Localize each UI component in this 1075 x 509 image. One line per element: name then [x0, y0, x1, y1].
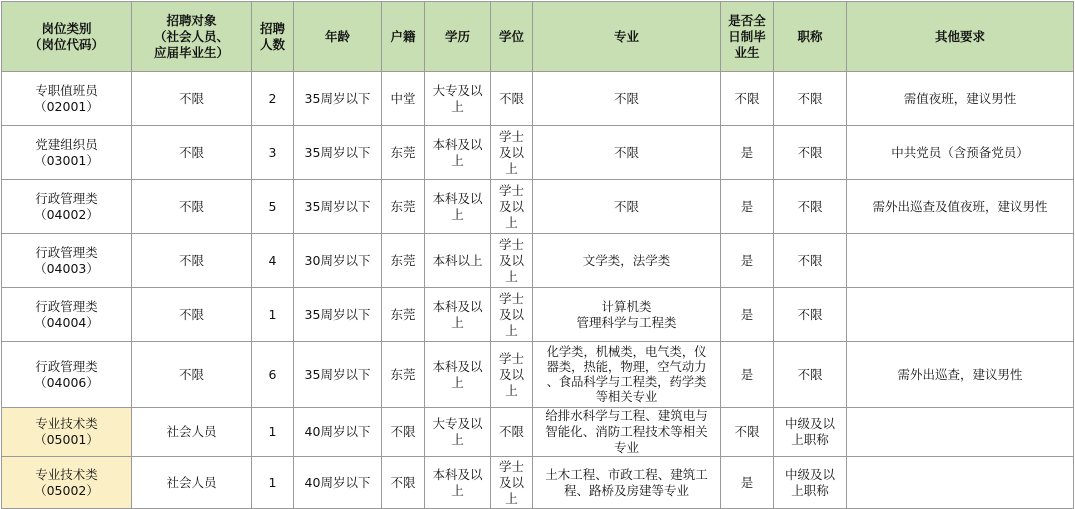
cell-category-line: 行政管理类: [35, 244, 98, 260]
cell-degree-line: 上: [505, 490, 518, 506]
cell-title-line: 中级及以: [784, 416, 835, 431]
table-row: [2, 457, 1074, 509]
header-count: [252, 2, 294, 72]
cell-category-line: 党建组织员: [35, 136, 98, 152]
cell-title: [774, 342, 847, 408]
cell-title: [774, 72, 847, 126]
header-line: 年龄: [324, 28, 350, 44]
cell-category-line: 行政管理类: [35, 298, 98, 314]
cell-other: [847, 234, 1074, 288]
cell-title: [774, 408, 847, 457]
cell-age: 35周岁以下: [294, 288, 382, 342]
cell-other: 中共党员（含预备党员）: [847, 126, 1074, 180]
header-line: 岗位类别: [41, 20, 92, 36]
cell-education-line: 上: [451, 206, 464, 222]
cell-education-line: 本科及以: [432, 298, 483, 314]
cell-count: 1: [252, 457, 294, 509]
header-line: 学历: [444, 28, 470, 44]
cell-count: 3: [252, 126, 294, 180]
header-major: [533, 2, 721, 72]
cell-degree-line: 及以: [498, 252, 524, 268]
cell-fulltime: 是: [721, 342, 774, 408]
cell-title: [774, 234, 847, 288]
header-title: [774, 2, 847, 72]
cell-degree-line: 学士: [498, 182, 524, 198]
cell-major: [533, 126, 721, 180]
header-line: （岗位代码）: [28, 36, 104, 52]
cell-other: 需外出巡查，建议男性: [847, 342, 1074, 408]
cell-fulltime: 是: [721, 180, 774, 234]
cell-education: [425, 126, 491, 180]
cell-major-line: 不限: [613, 144, 639, 160]
cell-major-line: 等相关专业: [595, 389, 658, 404]
cell-title-line: 不限: [797, 252, 823, 268]
cell-degree-line: 上: [505, 214, 518, 230]
header-line: 业生: [734, 44, 760, 60]
cell-count: 1: [252, 288, 294, 342]
header-line: 日制毕: [728, 28, 766, 44]
cell-education-line: 本科及以: [432, 190, 483, 206]
header-fulltime: [721, 2, 774, 72]
table-row: [2, 408, 1074, 457]
cell-education-line: 上: [451, 314, 464, 330]
header-other: [847, 2, 1074, 72]
cell-degree-line: 不限: [498, 424, 524, 439]
cell-fulltime: 不限: [721, 408, 774, 457]
header-line: 专业: [613, 28, 639, 44]
cell-title-line: 不限: [797, 90, 823, 106]
cell-major: [533, 72, 721, 126]
cell-fulltime: 是: [721, 457, 774, 509]
header-line: 应届毕业生）: [153, 44, 229, 60]
cell-degree-line: 学士: [498, 290, 524, 306]
table-row: [2, 288, 1074, 342]
cell-category: [2, 457, 132, 509]
cell-degree-line: 及以: [498, 306, 524, 322]
cell-education-line: 本科及以: [432, 136, 483, 152]
cell-target: 不限: [132, 342, 252, 408]
cell-fulltime: 是: [721, 234, 774, 288]
cell-education: [425, 72, 491, 126]
cell-target: 社会人员: [132, 457, 252, 509]
cell-fulltime: 是: [721, 126, 774, 180]
header-line: 其他要求: [934, 28, 985, 44]
header-category: [2, 2, 132, 72]
recruitment-table: [1, 1, 1074, 509]
cell-degree: [491, 288, 533, 342]
cell-major: [533, 234, 721, 288]
cell-count: 5: [252, 180, 294, 234]
cell-education-line: 上: [451, 98, 464, 114]
cell-education-line: 上: [451, 482, 464, 498]
cell-fulltime: 不限: [721, 72, 774, 126]
cell-category-line: （04002）: [34, 206, 99, 222]
cell-hukou: 中堂: [382, 72, 425, 126]
cell-category-line: （05002）: [34, 482, 99, 498]
cell-major-line: 管理科学与工程类: [576, 314, 677, 330]
cell-major: [533, 408, 721, 457]
cell-count: 1: [252, 408, 294, 457]
table-header: [2, 2, 1074, 72]
cell-degree-line: 及以: [498, 474, 524, 490]
cell-title-line: 不限: [797, 306, 823, 322]
cell-education: [425, 234, 491, 288]
cell-degree: [491, 408, 533, 457]
header-line: （社会人员、: [153, 28, 229, 44]
cell-title-line: 中级及以: [784, 466, 835, 482]
cell-education: [425, 288, 491, 342]
header-line: 学位: [498, 28, 524, 44]
cell-hukou: 东莞: [382, 342, 425, 408]
cell-degree-line: 上: [505, 322, 518, 338]
cell-major-line: 专业: [613, 440, 639, 455]
header-target: [132, 2, 252, 72]
cell-age: 40周岁以下: [294, 457, 382, 509]
cell-major-line: 不限: [613, 90, 639, 106]
cell-category-line: 专职值班员: [35, 82, 98, 98]
cell-education-line: 上: [451, 374, 464, 390]
cell-major-line: 不限: [613, 198, 639, 214]
cell-category-line: 行政管理类: [35, 358, 98, 374]
cell-category-line: （02001）: [34, 98, 99, 114]
cell-major-line: 器类，热能，物理，空气动力: [546, 359, 707, 374]
cell-other: 需值夜班，建议男性: [847, 72, 1074, 126]
table-row: [2, 234, 1074, 288]
cell-education-line: 大专及以: [432, 82, 483, 98]
table-body: [2, 72, 1074, 509]
cell-category-line: （05001）: [34, 432, 99, 447]
cell-degree-line: 学士: [498, 350, 524, 366]
cell-title-line: 上职称: [791, 432, 829, 447]
cell-title: [774, 457, 847, 509]
cell-degree-line: 学士: [498, 458, 524, 474]
cell-degree-line: 上: [505, 268, 518, 284]
cell-other: [847, 408, 1074, 457]
cell-major-line: 给排水科学与工程、建筑电与: [545, 408, 708, 423]
table-row: [2, 126, 1074, 180]
cell-education-line: 大专及以: [432, 416, 483, 431]
cell-title: [774, 180, 847, 234]
cell-other: [847, 288, 1074, 342]
cell-category: [2, 126, 132, 180]
cell-education: [425, 180, 491, 234]
cell-category: [2, 408, 132, 457]
header-hukou: [382, 2, 425, 72]
cell-age: 35周岁以下: [294, 72, 382, 126]
cell-hukou: 东莞: [382, 126, 425, 180]
cell-count: 2: [252, 72, 294, 126]
cell-degree-line: 上: [505, 382, 518, 398]
cell-major: [533, 342, 721, 408]
cell-title-line: 不限: [797, 366, 823, 382]
cell-major: [533, 457, 721, 509]
cell-major-line: 、食品科学与工程类，药学类: [546, 374, 707, 389]
cell-category: [2, 342, 132, 408]
cell-category-line: 行政管理类: [35, 190, 98, 206]
cell-hukou: 东莞: [382, 288, 425, 342]
cell-category-line: 专业技术类: [35, 466, 98, 482]
cell-category-line: 专业技术类: [35, 416, 98, 431]
cell-hukou: 东莞: [382, 234, 425, 288]
cell-education: [425, 342, 491, 408]
cell-category-line: （03001）: [34, 152, 99, 168]
cell-degree-line: 学士: [498, 236, 524, 252]
cell-degree-line: 上: [505, 160, 518, 176]
cell-category: [2, 234, 132, 288]
cell-major-line: 程、路桥及房建等专业: [563, 482, 689, 498]
table-row: [2, 342, 1074, 408]
cell-title-line: 上职称: [791, 482, 829, 498]
cell-major-line: 文学类，法学类: [582, 252, 671, 268]
cell-hukou: 东莞: [382, 180, 425, 234]
header-line: 招聘: [259, 20, 285, 36]
cell-age: 35周岁以下: [294, 180, 382, 234]
cell-degree: [491, 72, 533, 126]
cell-age: 35周岁以下: [294, 126, 382, 180]
cell-degree: [491, 126, 533, 180]
cell-degree-line: 学士: [498, 128, 524, 144]
cell-major-line: 土木工程、市政工程、建筑工: [545, 466, 708, 482]
cell-target: 社会人员: [132, 408, 252, 457]
cell-count: 4: [252, 234, 294, 288]
cell-target: 不限: [132, 126, 252, 180]
cell-major-line: 化学类，机械类，电气类，仪: [546, 344, 707, 359]
cell-degree-line: 及以: [498, 198, 524, 214]
cell-education-line: 本科及以: [432, 466, 483, 482]
header-age: [294, 2, 382, 72]
cell-education-line: 上: [451, 432, 464, 447]
cell-degree: [491, 457, 533, 509]
cell-hukou: 不限: [382, 457, 425, 509]
cell-education-line: 上: [451, 152, 464, 168]
cell-age: 40周岁以下: [294, 408, 382, 457]
cell-title: [774, 126, 847, 180]
cell-category: [2, 180, 132, 234]
cell-major-line: 计算机类: [601, 298, 652, 314]
cell-title: [774, 288, 847, 342]
cell-title-line: 不限: [797, 144, 823, 160]
cell-fulltime: 是: [721, 288, 774, 342]
cell-title-line: 不限: [797, 198, 823, 214]
cell-category-line: （04006）: [34, 374, 99, 390]
header-line: 人数: [259, 36, 285, 52]
cell-degree-line: 及以: [498, 366, 524, 382]
cell-major: [533, 288, 721, 342]
cell-degree: [491, 342, 533, 408]
cell-degree: [491, 180, 533, 234]
cell-age: 35周岁以下: [294, 342, 382, 408]
cell-education: [425, 457, 491, 509]
cell-education: [425, 408, 491, 457]
cell-degree: [491, 234, 533, 288]
cell-age: 30周岁以下: [294, 234, 382, 288]
header-line: 户籍: [390, 28, 416, 44]
cell-hukou: 不限: [382, 408, 425, 457]
cell-education-line: 本科以上: [432, 252, 483, 268]
cell-major: [533, 180, 721, 234]
table-row: [2, 72, 1074, 126]
header-line: 职称: [797, 28, 823, 44]
cell-degree-line: 不限: [498, 90, 524, 106]
header-line: 招聘对象: [166, 12, 217, 28]
cell-target: 不限: [132, 72, 252, 126]
cell-other: [847, 457, 1074, 509]
header-degree: [491, 2, 533, 72]
header-education: [425, 2, 491, 72]
table-row: [2, 180, 1074, 234]
header-line: 是否全: [728, 12, 766, 28]
cell-target: 不限: [132, 234, 252, 288]
cell-major-line: 智能化、消防工程技术等相关: [545, 424, 708, 439]
cell-category: [2, 72, 132, 126]
cell-count: 6: [252, 342, 294, 408]
cell-degree-line: 及以: [498, 144, 524, 160]
cell-other: 需外出巡查及值夜班，建议男性: [847, 180, 1074, 234]
cell-category: [2, 288, 132, 342]
cell-education-line: 本科及以: [432, 358, 483, 374]
cell-target: 不限: [132, 288, 252, 342]
cell-target: 不限: [132, 180, 252, 234]
cell-category-line: （04003）: [34, 260, 99, 276]
cell-category-line: （04004）: [34, 314, 99, 330]
